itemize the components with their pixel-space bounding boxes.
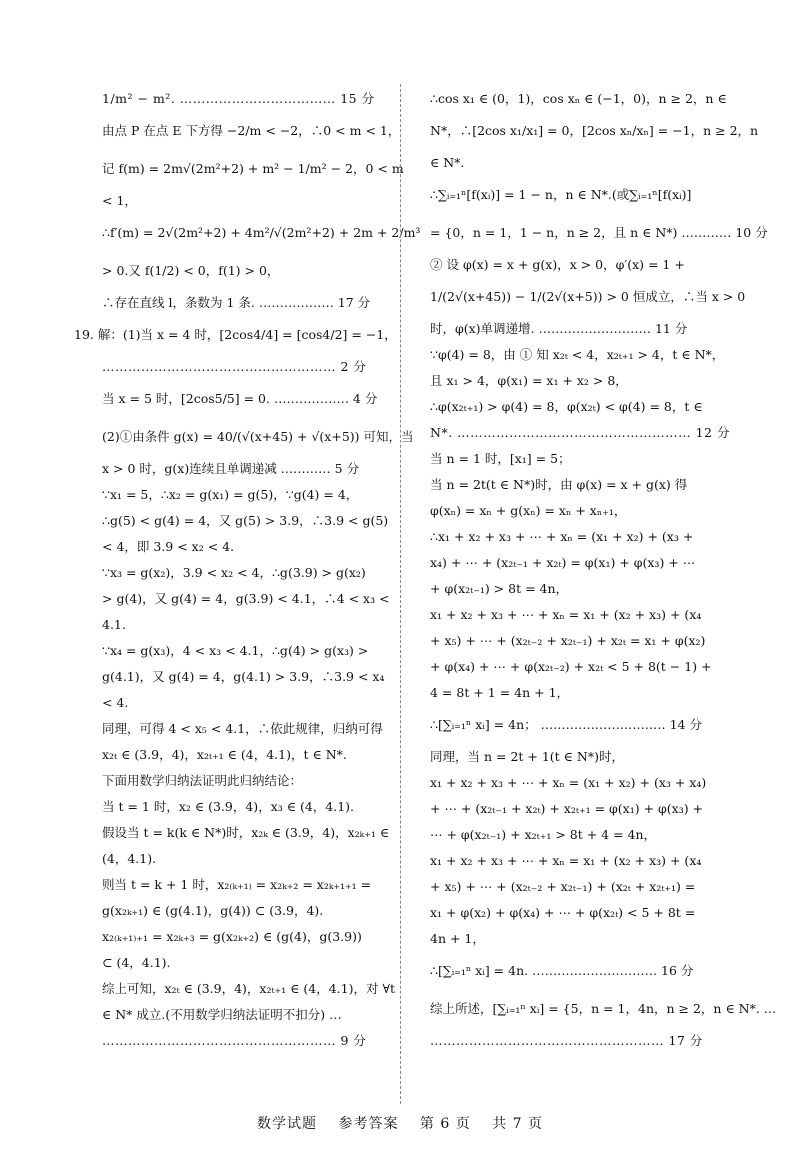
left-column-line: ⊂ (4，4.1).: [102, 955, 171, 970]
left-column-line: 当 t = 1 时，x₂ ∈ (3.9，4)，x₃ ∈ (4，4.1).: [102, 799, 355, 814]
footer-page-number: 第 6 页: [419, 1116, 471, 1132]
right-column-line: x₁ + x₂ + x₃ + ⋯ + xₙ = x₁ + (x₂ + x₃) + (x₄: [430, 607, 702, 622]
right-column-line: ∴[∑ᵢ₌₁ⁿ xᵢ] = 4n. ………………………… 16 分: [430, 963, 694, 978]
left-column-line: ∵x₃ = g(x₂)，3.9 < x₂ < 4，∴g(3.9) > g(x₂): [102, 565, 366, 580]
right-column-line: 当 n = 2t(t ∈ N*)时，由 φ(x) = x + g(x) 得: [430, 477, 688, 492]
right-column-line: + x₅) + ⋯ + (x₂ₜ₋₂ + x₂ₜ₋₁) + x₂ₜ = x₁ + φ(x₂): [430, 633, 706, 648]
left-column-line: x₂₍ₖ₊₁₎₊₁ = x₂ₖ₊₃ = g(x₂ₖ₊₂) ∈ (g(4)，g(3.9)): [102, 929, 362, 944]
footer-total-pages: 共 7 页: [492, 1116, 543, 1132]
left-column-line: 假设当 t = k(k ∈ N*)时，x₂ₖ ∈ (3.9，4)，x₂ₖ₊₁ ∈: [102, 825, 390, 840]
right-column-line: + φ(x₂ₜ₋₁) > 8t = 4n，: [430, 581, 569, 596]
right-column-line: 综上所述，[∑ᵢ₌₁ⁿ xᵢ] = {5，n = 1，4n，n ≥ 2，n ∈ N*. …: [430, 1001, 777, 1016]
right-column-line: ∈ N*.: [430, 155, 465, 170]
left-column-line: 同理，可得 4 < x₅ < 4.1，∴依此规律，归纳可得: [102, 721, 383, 736]
page-footer: [0, 1113, 800, 1133]
left-column-line: 下面用数学归纳法证明此归纳结论：: [102, 773, 303, 788]
right-column-line: x₁ + x₂ + x₃ + ⋯ + xₙ = (x₁ + x₂) + (x₃ + x₄): [430, 775, 707, 790]
right-column-line: x₁ + x₂ + x₃ + ⋯ + xₙ = x₁ + (x₂ + x₃) + (x₄: [430, 853, 702, 868]
left-column-line: < 1，: [102, 193, 137, 208]
left-column-line: (4，4.1).: [102, 851, 157, 866]
left-column-line: ∵x₄ = g(x₃)，4 < x₃ < 4.1，∴g(4) > g(x₃) >: [102, 643, 369, 658]
left-column-line: 19. 解：(1)当 x = 4 时，[2cos4/4] = [cos4/2] = −1，: [74, 327, 397, 342]
right-column-line: ∴[∑ᵢ₌₁ⁿ xᵢ] = 4n； ………………………… 14 分: [430, 717, 702, 732]
right-column-line: + x₅) + ⋯ + (x₂ₜ₋₂ + x₂ₜ₋₁) + (x₂ₜ + x₂ₜ₊₁) =: [430, 879, 696, 894]
right-column-line: ② 设 φ(x) = x + g(x)，x > 0，φ′(x) = 1 +: [430, 257, 685, 272]
right-column-line: N*. ……………………………………………… 12 分: [430, 425, 730, 440]
left-column-line: ……………………………………………… 2 分: [102, 359, 367, 374]
left-column-line: < 4.: [102, 695, 129, 710]
left-column-line: (2)①由条件 g(x) = 40/(√(x+45) + √(x+5)) 可知，当: [102, 429, 414, 444]
right-column-line: 1/(2√(x+45)) − 1/(2√(x+5)) > 0 恒成立，∴当 x > 0: [430, 289, 746, 304]
left-column-line: ∵x₁ = 5，∴x₂ = g(x₁) = g(5)，∵g(4) = 4，: [102, 487, 359, 502]
left-column-line: 当 x = 5 时，[2cos5/5] = 0. ……………… 4 分: [102, 391, 378, 406]
right-column-line: 时，φ(x)单调递增. ……………………… 11 分: [430, 321, 688, 336]
left-column-line: 1/m² − m². ……………………………… 15 分: [102, 91, 375, 106]
left-column-line: 记 f(m) = 2m√(2m²+2) + m² − 1/m² − 2，0 < m: [102, 161, 404, 176]
right-column: [430, 86, 777, 1054]
footer-kind: 参考答案: [338, 1116, 399, 1132]
right-column-line: ∴x₁ + x₂ + x₃ + ⋯ + xₙ = (x₁ + x₂) + (x₃ +: [430, 529, 694, 544]
right-column-line: 当 n = 1 时，[x₁] = 5；: [430, 451, 571, 466]
left-column-line: ∈ N* 成立.(不用数学归纳法证明不扣分) …: [102, 1007, 342, 1022]
left-column-line: 则当 t = k + 1 时，x₂₍ₖ₊₁₎ = x₂ₖ₊₂ = x₂ₖ₊₁₊₁ =: [102, 877, 372, 892]
right-column-line: ∵φ(4) = 8，由 ① 知 x₂ₜ < 4，x₂ₜ₊₁ > 4，t ∈ N*，: [430, 347, 725, 362]
right-column-line: ∴∑ᵢ₌₁ⁿ[f(xᵢ)] = 1 − n，n ∈ N*.(或∑ᵢ₌₁ⁿ[f(xᵢ)]: [430, 187, 692, 202]
right-column-line: 且 x₁ > 4，φ(x₁) = x₁ + x₂ > 8，: [430, 373, 628, 388]
right-column-line: φ(xₙ) = xₙ + g(xₙ) = xₙ + xₙ₊₁，: [430, 503, 627, 518]
right-column-line: x₄) + ⋯ + (x₂ₜ₋₁ + x₂ₜ) = φ(x₁) + φ(x₃) + ⋯: [430, 555, 696, 570]
right-column-line: 4 = 8t + 1 = 4n + 1，: [430, 685, 570, 700]
left-column-line: 4.1.: [102, 617, 126, 632]
left-column-line: g(4.1)，又 g(4) = 4，g(4.1) > 3.9，∴3.9 < x₄: [102, 669, 385, 684]
left-column: [74, 86, 421, 1054]
right-column-line: ⋯ + φ(x₂ₜ₋₁) + x₂ₜ₊₁ > 8t + 4 = 4n，: [430, 827, 657, 842]
right-column-line: ∴cos x₁ ∈ (0，1)，cos xₙ ∈ (−1，0)，n ≥ 2，n ∈: [430, 91, 727, 106]
right-column-line: = {0，n = 1，1 − n，n ≥ 2，且 n ∈ N*) ………… 10 分: [430, 225, 768, 240]
right-column-line: 同理，当 n = 2t + 1(t ∈ N*)时，: [430, 749, 624, 764]
right-column-line: x₁ + φ(x₂) + φ(x₄) + ⋯ + φ(x₂ₜ) < 5 + 8t =: [430, 905, 696, 920]
left-column-line: > 0.又 f(1/2) < 0，f(1) > 0，: [102, 263, 280, 278]
right-column-line: ∴φ(x₂ₜ₊₁) > φ(4) = 8，φ(x₂ₜ) < φ(4) = 8，t ∈: [430, 399, 703, 414]
left-column-line: ……………………………………………… 9 分: [102, 1033, 367, 1048]
left-column-line: 由点 P 在点 E 下方得 −2/m < −2，∴0 < m < 1，: [102, 123, 401, 138]
left-column-line: ∴f′(m) = 2√(2m²+2) + 4m²/√(2m²+2) + 2m + 2/m³: [102, 225, 421, 240]
right-column-line: + φ(x₄) + ⋯ + φ(x₂ₜ₋₂) + x₂ₜ < 5 + 8(t − 1) +: [430, 659, 712, 674]
left-column-line: ∴存在直线 l，条数为 1 条. ……………… 17 分: [102, 295, 371, 310]
footer-subject: 数学试题: [257, 1116, 317, 1132]
right-column-line: + ⋯ + (x₂ₜ₋₁ + x₂ₜ) + x₂ₜ₊₁ = φ(x₁) + φ(x₃) +: [430, 801, 704, 816]
left-column-line: > g(4)，又 g(4) = 4，g(3.9) < 4.1，∴4 < x₃ <: [102, 591, 390, 606]
left-column-line: < 4，即 3.9 < x₂ < 4.: [102, 539, 235, 554]
left-column-line: 综上可知，x₂ₜ ∈ (3.9，4)，x₂ₜ₊₁ ∈ (4，4.1)，对 ∀t: [102, 981, 396, 996]
left-column-line: x₂ₜ ∈ (3.9，4)，x₂ₜ₊₁ ∈ (4，4.1)，t ∈ N*.: [102, 747, 347, 762]
column-divider: [400, 84, 402, 1104]
right-column-line: 4n + 1，: [430, 931, 485, 946]
left-column-line: x > 0 时，g(x)连续且单调递减 ………… 5 分: [102, 461, 360, 476]
left-column-line: ∴g(5) < g(4) = 4，又 g(5) > 3.9，∴3.9 < g(5): [102, 513, 389, 528]
left-column-line: g(x₂ₖ₊₁) ∈ (g(4.1)，g(4)) ⊂ (3.9，4).: [102, 903, 324, 918]
right-column-line: N*，∴[2cos x₁/x₁] = 0，[2cos xₙ/xₙ] = −1，n ≥ 2，n: [430, 123, 759, 138]
right-column-line: ……………………………………………… 17 分: [430, 1033, 703, 1048]
